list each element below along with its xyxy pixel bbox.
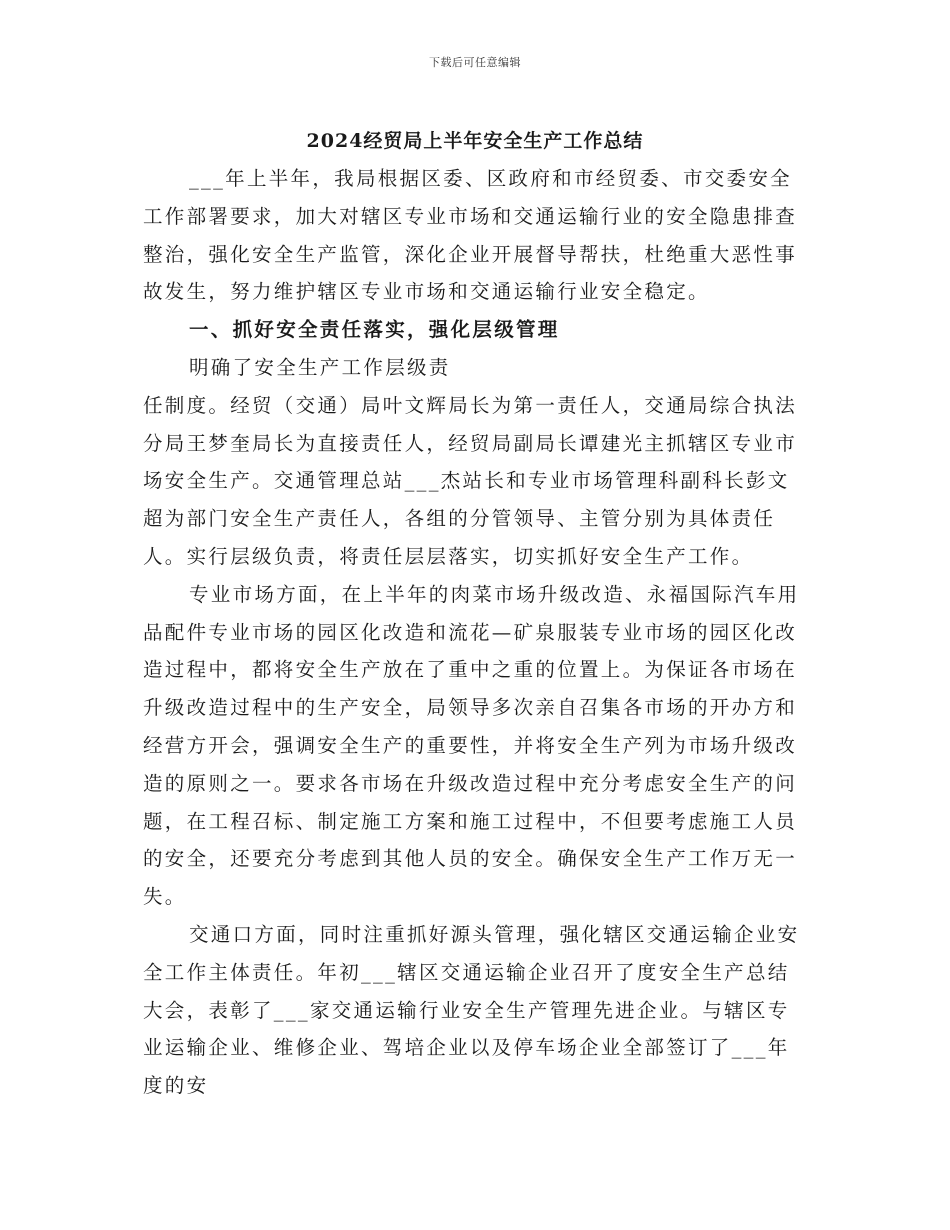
document-title: 2024经贸局上半年安全生产工作总结 [306,130,644,152]
page-header-note: 下载后可任意编辑 [429,56,521,69]
paragraph-responsibility-system: 任制度。经贸（交通）局叶文辉局长为第一责任人，交通局综合执法分局王梦奎局长为直接责任人，经贸局副局长谭建光主抓辖区专业市场安全生产。交通管理总站___杰站长和专业市场管理科副科长彭文超为部门安全生产责任人，各组的分管领导、主管分别为具体责任人。实行层级负责，将责任层层落实，切实抓好安全生产工作。 [143,393,798,568]
paragraph-traffic: 交通口方面，同时注重抓好源头管理，强化辖区交通运输企业安全工作主体责任。年初___辖区交通运输企业召开了度安全生产总结大会，表彰了___家交通运输行业安全生产管理先进企业。与辖区专业运输企业、维修企业、驾培企业以及停车场企业全部签订了___年度的安 [143,922,800,1098]
document-body [143,160,811,1105]
paragraph-market: 专业市场方面，在上半年的肉菜市场升级改造、永福国际汽车用品配件专业市场的园区化改造和流花—矿泉服装专业市场的园区化改造过程中，都将安全生产放在了重中之重的位置上。为保证各市场在升级改造过程中的生产安全，局领导多次亲自召集各市场的开办方和经营方开会，强调安全生产的重要性，并将安全生产列为市场升级改造的原则之一。要求各市场在升级改造过程中充分考虑安全生产的问题，在工程召标、制定施工方案和施工过程中，不但要考虑施工人员的安全，还要充分考虑到其他人员的安全。确保安全生产工作万无一失。 [143,582,800,909]
paragraph-responsibility-lead: 明确了安全生产工作层级责 [189,355,451,379]
section-heading-1: 一、抓好安全责任落实，强化层级管理 [189,318,560,342]
paragraph-intro: ___年上半年，我局根据区委、区政府和市经贸委、市交委安全工作部署要求，加大对辖区专业市场和交通运输行业的安全隐患排查整治，强化安全生产监管，深化企业开展督导帮扶，杜绝重大恶性事故发生，努力维护辖区专业市场和交通运输行业安全稳定。 [143,167,798,304]
